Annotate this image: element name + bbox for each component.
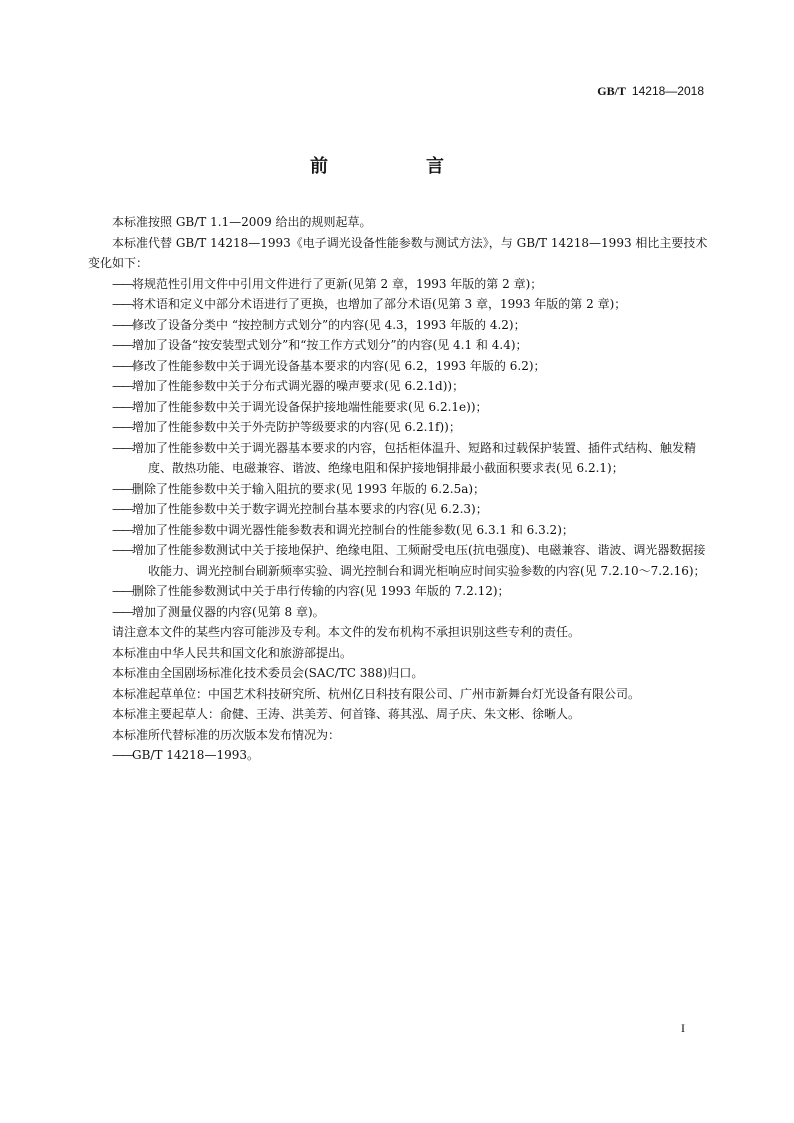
list-item: ——增加了性能参数中关于调光设备保护接地端性能要求(见 6.2.1e))； [112,399,488,414]
list-item: ——增加了性能参数中关于数字调光控制台基本要求的内容(见 6.2.3)； [112,502,488,516]
document-body [88,212,710,766]
patent-notice: 请注意本文件的某些内容可能涉及专利。本文件的发布机构不承担识别这些专利的责任。 [112,625,581,639]
standard-code [597,84,704,99]
history-item: ——GB/T 14218—1993。 [112,748,259,762]
list-item: ——增加了性能参数中关于调光器基本要求的内容，包括柜体温升、短路和过载保护装置、插件式结构、触发精度、散热功能、电磁兼容、谐波、绝缘电阻和保护接地铜排最小截面积要求表(见 6.2.1)； [112,440,697,475]
list-item: ——增加了性能参数中关于外壳防护等级要求的内容(见 6.2.1f))； [112,420,461,434]
proposer-statement: 本标准由中华人民共和国文化和旅游部提出。 [112,645,353,660]
list-item: ——删除了性能参数测试中关于串行传输的内容(见 1993 年版的 7.2.12)； [112,584,510,598]
list-item: ——将术语和定义中部分术语进行了更换，也增加了部分术语(见第 3 章，1993 年版的第 2 章)； [112,297,627,311]
committee-statement: 本标准由全国剧场标准化技术委员会(SAC/TC 388)归口。 [112,666,424,680]
page-title: 前 言 [310,156,484,177]
page-number: I [681,1021,685,1035]
changes-list [88,274,710,623]
drafting-units: 本标准起草单位：中国艺术科技研究所、杭州亿日科技有限公司、广州市新舞台灯光设备有限公司。 [112,686,641,701]
intro-paragraph: 本标准按照 GB/T 1.1—2009 给出的规则起草。 [112,215,372,229]
history-heading: 本标准所代替标准的历次版本发布情况为： [112,727,341,742]
intro-paragraph: 本标准代替 GB/T 14218—1993《电子调光设备性能参数与测试方法》，与 GB/T 14218—1993 相比主要技术变化如下： [88,235,708,270]
list-item: ——增加了设备“按安装型式划分”和“按工作方式划分”的内容(见 4.1 和 4.4)； [112,338,528,352]
list-item: ——将规范性引用文件中引用文件进行了更新(见第 2 章，1993 年版的第 2 章)； [112,276,543,291]
standard-code-prefix: GB/T [597,84,626,98]
standard-code-number: 14218—2018 [631,84,704,98]
drafters: 本标准主要起草人：俞健、王涛、洪美芳、何首锋、蒋其泓、周子庆、朱文彬、徐晰人。 [112,707,581,721]
list-item: ——增加了性能参数测试中关于接地保护、绝缘电阻、工频耐受电压(抗电强度)、电磁兼容、谐波、调光器数据接收能力、调光控制台刷新频率实验、调光控制台和调光柜响应时间实验参数的内容(见 7.2.10～7.2.16)； [112,543,706,578]
list-item: ——增加了性能参数中关于分布式调光器的噪声要求(见 6.2.1d))； [112,379,465,393]
list-item: ——修改了性能参数中关于调光设备基本要求的内容(见 6.2，1993 年版的 6.2)； [112,358,546,373]
list-item: ——删除了性能参数中关于输入阻抗的要求(见 1993 年版的 6.2.5a)； [112,481,486,496]
list-item: ——修改了设备分类中 “按控制方式划分”的内容(见 4.3，1993 年版的 4.2)； [112,317,526,332]
list-item: ——增加了测量仪器的内容(见第 8 章)。 [112,604,325,619]
list-item: ——增加了性能参数中调光器性能参数表和调光控制台的性能参数(见 6.3.1 和 6.3.2)； [112,522,574,537]
